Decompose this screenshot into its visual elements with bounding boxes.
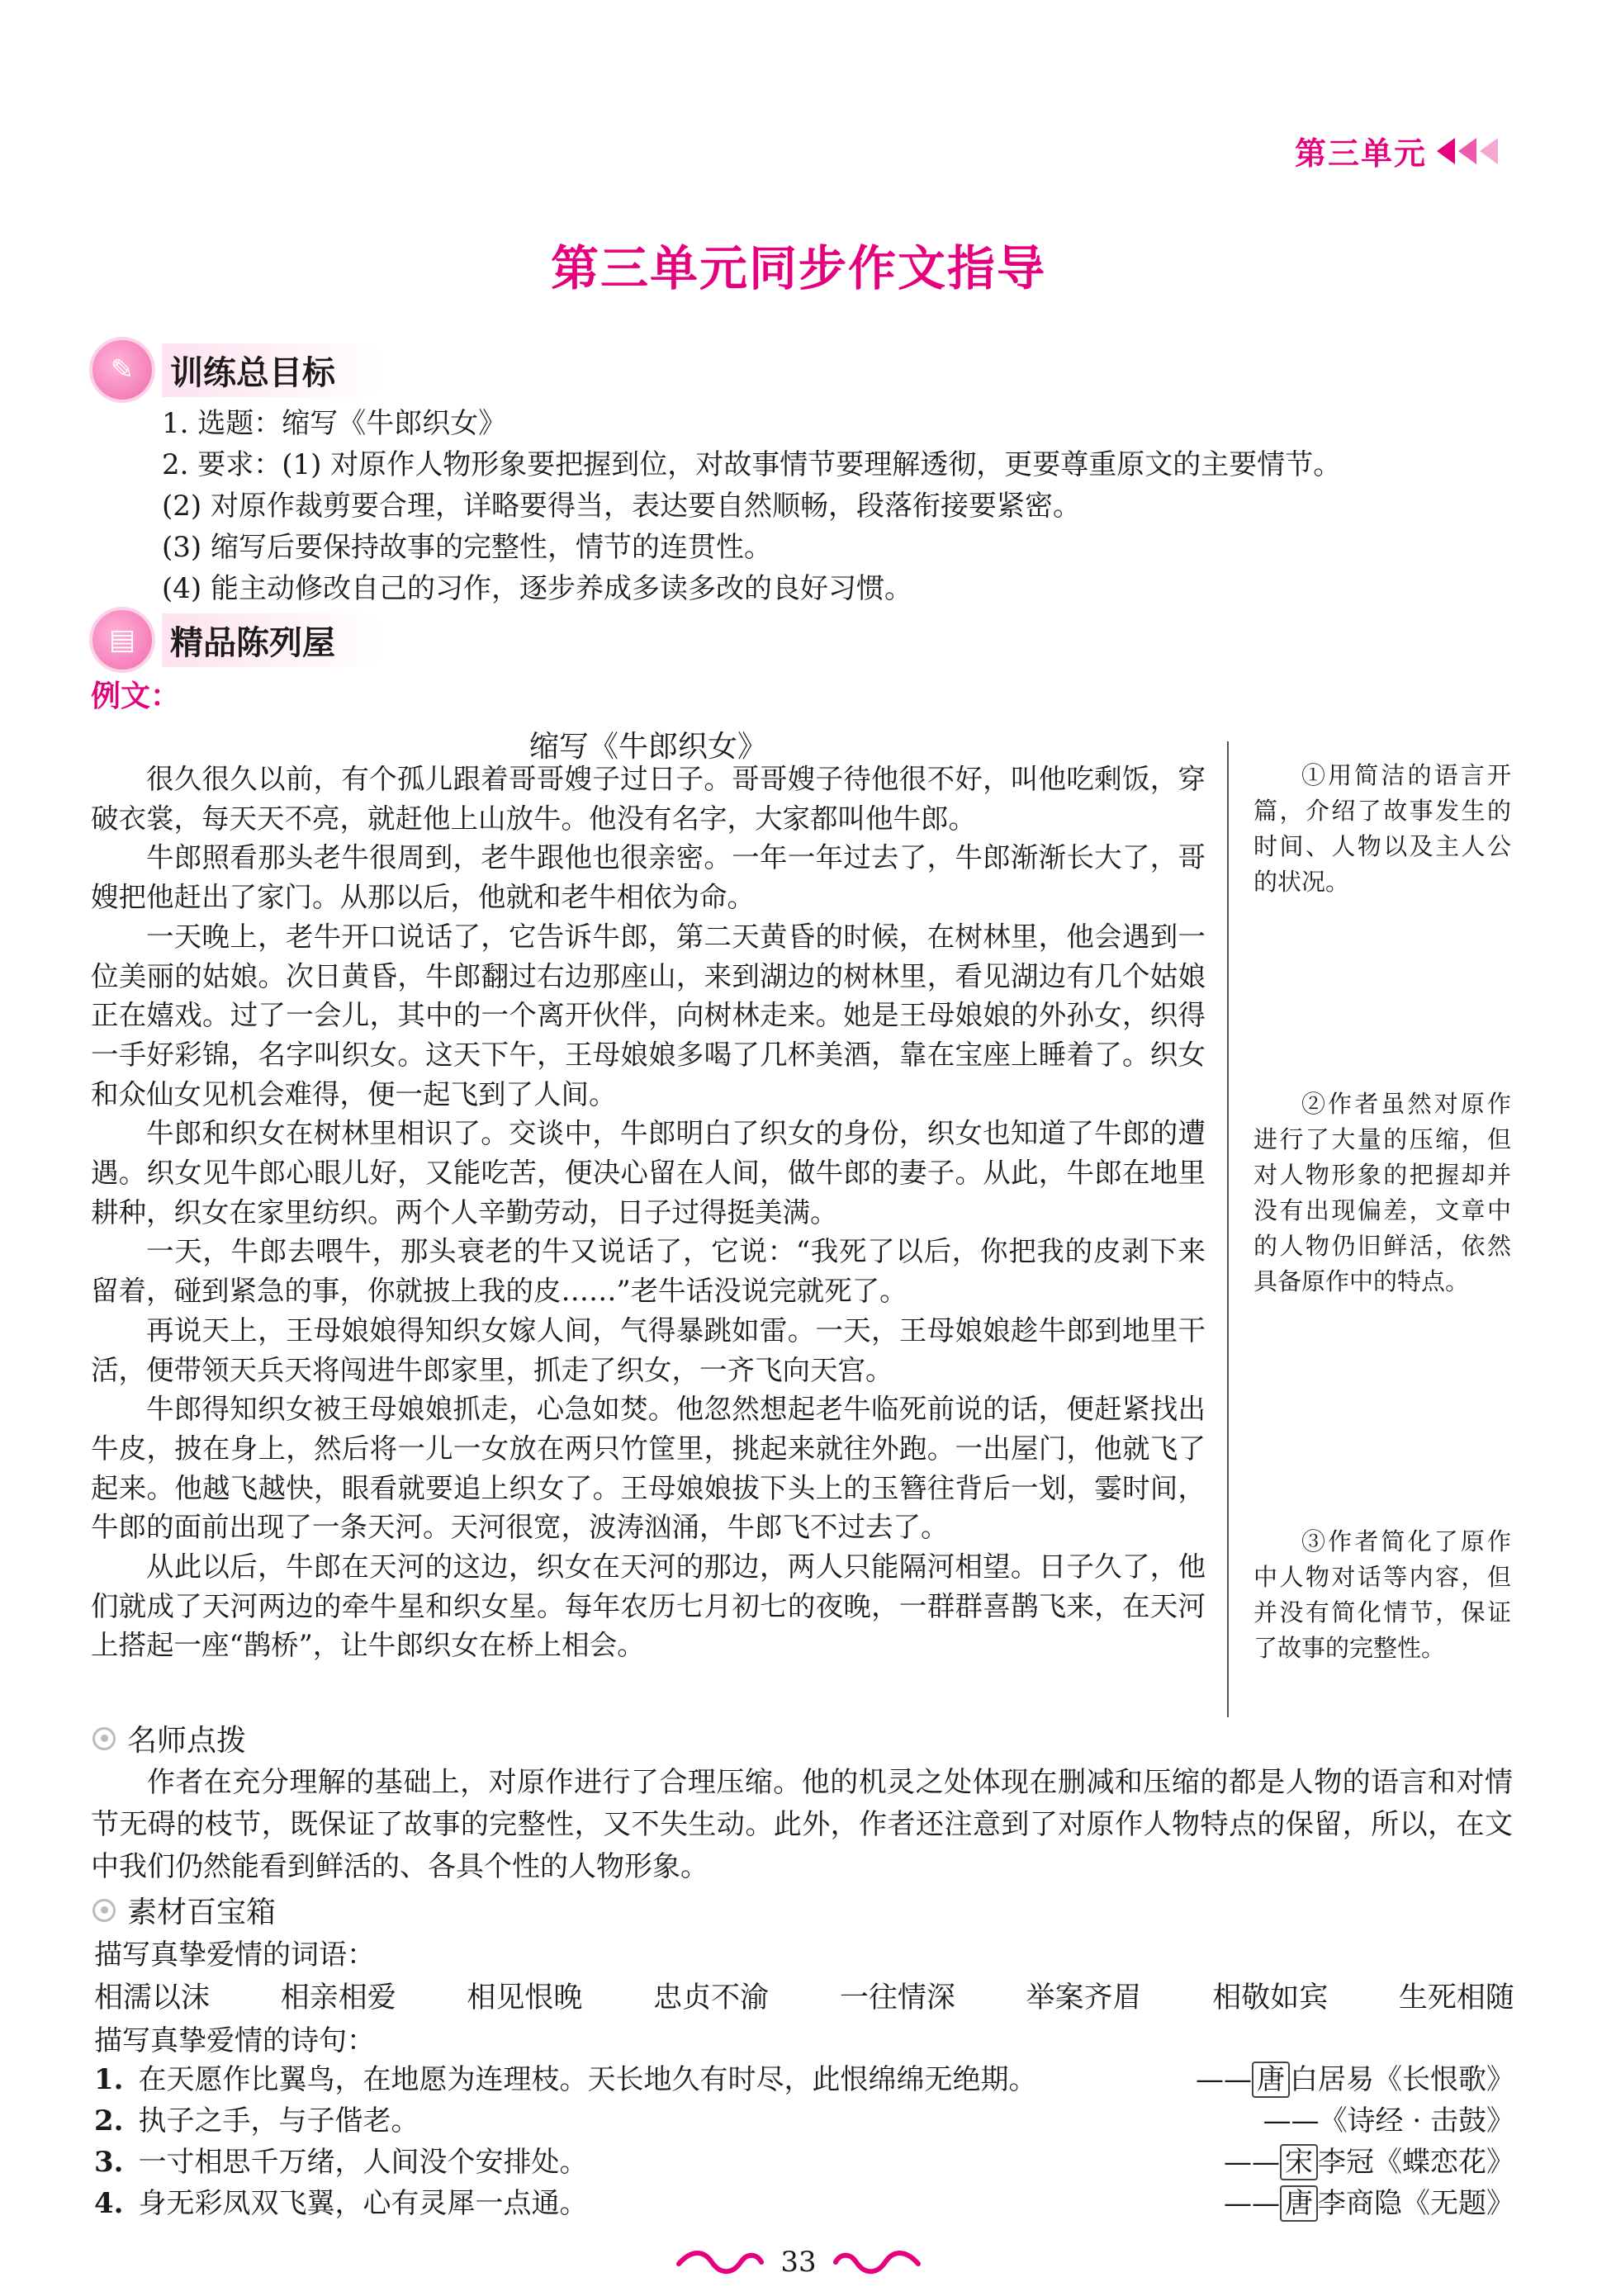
poem-text: 身无彩凤双飞翼，心有灵犀一点通。 (138, 2186, 588, 2220)
materials-heading (92, 1889, 276, 1931)
poem-line (94, 2180, 1514, 2221)
poem-line (94, 2097, 1514, 2138)
poem-line (94, 2056, 1514, 2097)
margin-note-text: ②作者虽然对原作进行了大量的压缩，但对人物形象的把握却并没有出现偏差，文章中的人物仍旧鲜活，依然具备原作中的特点。 (1253, 1090, 1511, 1295)
word-item: 相敬如宾 (1212, 1981, 1329, 2014)
showcase-heading (89, 607, 385, 673)
word-item: 忠贞不渝 (653, 1981, 770, 2014)
essay-title: 缩写《牛郎织女》 (528, 730, 767, 764)
arrow-left-icon (1437, 138, 1498, 164)
essay-paragraph: 再说天上，王母娘娘得知织女嫁人间，气得暴跳如雷。一天，王母娘娘趁牛郎到地里干活，便带领天兵天将闯进牛郎家里，抓走了织女，一齐飞向天宫。 (91, 1314, 1206, 1386)
goal-line: 1. 选题：缩写《牛郎织女》 (162, 407, 507, 440)
materials-title: 素材百宝箱 (127, 1896, 277, 1929)
swirl-right-icon (832, 2246, 922, 2279)
showcase-title: 精品陈列屋 (162, 613, 385, 667)
swirl-left-icon (675, 2246, 765, 2279)
comment-body (91, 1762, 1513, 1888)
essay-paragraph: 很久很久以前，有个孤儿跟着哥哥嫂子过日子。哥哥嫂子待他很不好，叫他吃剩饭，穿破衣裳，每天天不亮，就赶他上山放牛。他没有名字，大家都叫他牛郎。 (91, 763, 1206, 835)
margin-note (1253, 1524, 1511, 1666)
poems-label: 描写真挚爱情的诗句： (94, 2024, 375, 2057)
poem-text: 在天愿作比翼鸟，在地愿为连理枝。天长地久有时尽，此恨绵绵无绝期。 (138, 2062, 1037, 2096)
page-number: 33 (780, 2246, 817, 2279)
margin-note (1253, 758, 1511, 900)
goal-line: (4) 能主动修改自己的习作，逐步养成多读多改的良好习惯。 (162, 572, 912, 605)
poem-line (94, 2138, 1514, 2180)
dynasty-tag: 唐 (1252, 2062, 1290, 2098)
poem-source: ——《诗经 · 击鼓》 (1263, 2104, 1514, 2137)
example-label: 例文： (91, 679, 181, 713)
word-item: 举案齐眉 (1026, 1981, 1142, 2014)
unit-header (1295, 128, 1498, 173)
poem-number: 2. (94, 2104, 124, 2137)
essay-paragraph: 牛郎得知织女被王母娘娘抓走，心急如焚。他忽然想起老牛临死前说的话，便赶紧找出牛皮，披在身上，然后将一儿一女放在两只竹筐里，挑起来就往外跑。一出屋门，他就飞了起来。他越飞越快，眼看就要追上织女了。王母娘娘拔下头上的玉簪往背后一划，霎时间，牛郎的面前出现了一条天河。天河很宽，波涛汹涌，牛郎飞不过去了。 (91, 1393, 1206, 1544)
word-item: 相濡以沫 (94, 1981, 211, 2014)
word-item: 生死相随 (1398, 1981, 1514, 2014)
goals-heading (89, 337, 385, 403)
poem-number: 1. (94, 2062, 124, 2096)
margin-note (1253, 1086, 1511, 1299)
goal-line: (3) 缩写后要保持故事的完整性，情节的连贯性。 (162, 531, 772, 564)
goal-line: 2. 要求：(1) 对原作人物形象要把握到位，对故事情节要理解透彻，更要尊重原文的主要情节。 (162, 448, 1342, 481)
poem-text: 执子之手，与子偕老。 (138, 2104, 419, 2137)
unit-label: 第三单元 (1294, 135, 1427, 172)
comment-heading (92, 1717, 246, 1759)
bullet-icon (92, 1727, 116, 1750)
word-item: 相见恨晚 (467, 1981, 583, 2014)
essay-paragraph: 一天，牛郎去喂牛，那头衰老的牛又说话了，它说：“我死了以后，你把我的皮剥下来留着，碰到紧急的事，你就披上我的皮……”老牛话没说完就死了。 (91, 1235, 1206, 1308)
goals-list (162, 403, 1341, 609)
poem-source: —— 宋 李冠《蝶恋花》 (1224, 2145, 1514, 2179)
essay-paragraph: 牛郎和织女在树林里相识了。交谈中，牛郎明白了织女的身份，织女也知道了牛郎的遭遇。织女见牛郎心眼儿好，又能吃苦，便决心留在人间，做牛郎的妻子。从此，牛郎在地里耕种，织女在家里纺织。两个人辛勤劳动，日子过得挺美满。 (91, 1117, 1206, 1228)
margin-note-text: ①用简洁的语言开篇，介绍了故事发生的时间、人物以及主人公的状况。 (1253, 761, 1511, 896)
word-item: 一往情深 (839, 1981, 955, 2014)
comment-title: 名师点拨 (127, 1724, 247, 1758)
dynasty-tag: 唐 (1280, 2185, 1318, 2222)
margin-note-text: ③作者简化了原作中人物对话等内容，但并没有简化情节，保证了故事的完整性。 (1253, 1527, 1511, 1662)
word-list (94, 1975, 1514, 2016)
essay-paragraph: 从此以后，牛郎在天河的这边，织女在天河的那边，两人只能隔河相望。日子久了，他们就成了天河两边的牵牛星和织女星。每年农历七月初七的夜晚，一群群喜鹊飞来，在天河上搭起一座“鹊桥”，让牛郎织女在桥上相会。 (91, 1550, 1206, 1662)
bullet-icon (92, 1899, 116, 1922)
page-title: 第三单元同步作文指导 (550, 240, 1046, 296)
book-icon: ▤ (89, 607, 155, 673)
words-label: 描写真挚爱情的词语： (94, 1939, 375, 1972)
essay-paragraph: 一天晚上，老牛开口说话了，它告诉牛郎，第二天黄昏的时候，在树林里，他会遇到一位美丽的姑娘。次日黄昏，牛郎翻过右边那座山，来到湖边的树林里，看见湖边有几个姑娘正在嬉戏。过了一会儿，其中的一个离开伙伴，向树林走来。她是王母娘娘的外孙女，织得一手好彩锦，名字叫织女。这天下午，王母娘娘多喝了几杯美酒，靠在宝座上睡着了。织女和众仙女见机会难得，便一起飞到了人间。 (91, 920, 1206, 1110)
essay-paragraph: 牛郎照看那头老牛很周到，老牛跟他也很亲密。一年一年过去了，牛郎渐渐长大了，哥嫂把他赶出了家门。从那以后，他就和老牛相依为命。 (91, 841, 1206, 914)
page-footer (0, 2246, 1597, 2279)
comment-text: 作者在充分理解的基础上，对原作进行了合理压缩。他的机灵之处体现在删减和压缩的都是人物的语言和对情节无碍的枝节，既保证了故事的完整性，又不失生动。此外，作者还注意到了对原作人物特点的保留，所以，在文中我们仍然能看到鲜活的、各具个性的人物形象。 (91, 1766, 1513, 1883)
dynasty-tag: 宋 (1280, 2144, 1318, 2180)
poem-text: 一寸相思千万绪，人间没个安排处。 (138, 2145, 588, 2179)
poem-source: —— 唐 李商隐《无题》 (1224, 2186, 1514, 2220)
goals-title: 训练总目标 (162, 343, 385, 397)
word-item: 相亲相爱 (280, 1981, 396, 2014)
poem-number: 3. (94, 2145, 124, 2179)
goal-line: (2) 对原作裁剪要合理，详略要得当，表达要自然顺畅，段落衔接要紧密。 (162, 490, 1081, 523)
pencil-icon: ✎ (89, 337, 155, 403)
poem-number: 4. (94, 2186, 124, 2220)
margin-divider (1227, 741, 1229, 1717)
poem-source: —— 唐 白居易《长恨歌》 (1196, 2062, 1514, 2096)
essay-body (91, 760, 1206, 1665)
